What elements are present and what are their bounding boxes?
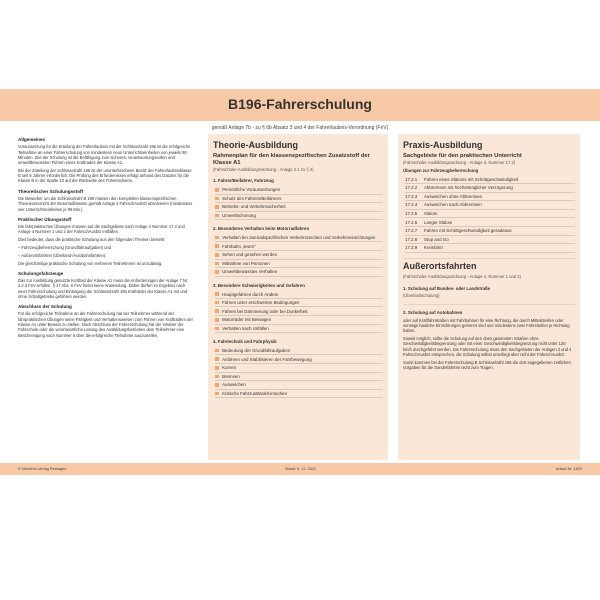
footer-date: Stand: 9. 12. 2021: [285, 467, 317, 471]
list-item: [215, 212, 383, 221]
exercise-row: [405, 193, 575, 202]
practice-panel: [398, 134, 580, 460]
section-paragraph: Die Bewerber um die Schlüsselzahl B 196 müssen den kompletten klassenspezifischen Theorieunterricht der Motorradklassen gemäß Anlage 2 FahrschAusbO absolvieren (mindestens vier Unterrichtseinheiten je 90 Min.).: [18, 195, 193, 212]
theory-section-title: 1. Fahrer/Beifahrer, Fahrzeug: [213, 178, 274, 184]
page-title: B196-Fahrerschulung: [228, 96, 372, 112]
list-item: [215, 234, 383, 243]
section-autobahn-text: [403, 318, 575, 371]
bullet-square-icon: [215, 197, 219, 201]
left-column: [18, 137, 195, 340]
exercise-label: Slalom: [424, 211, 438, 217]
practice-note: (Fahrschüler-Ausbildungsordnung - Anlage 3, Nummer 17.2): [403, 160, 516, 165]
list-item-label: Kritische Fahrzustände/Ursachen: [222, 390, 288, 396]
section-paragraph: Dies bedeutet, dass die praktische Schulung aus den folgenden Themen besteht:: [18, 237, 166, 243]
bullet-square-icon: [215, 214, 219, 218]
exercise-row: [405, 227, 575, 236]
exercise-number: 17.2.2: [405, 185, 418, 191]
section-paragraph: – Fahrzeugbeherrschung (Grundfahraufgaben) und: [18, 244, 112, 250]
theory-section-title: 4. Fahrtechnik und Fahrphysik: [213, 339, 277, 345]
exercise-label: Langer Slalom: [424, 219, 453, 225]
theory-heading: Theorie-Ausbildung: [213, 140, 298, 150]
list-item: [215, 242, 383, 251]
list-item: [215, 364, 383, 373]
exercise-row: [405, 184, 575, 193]
footer-publisher: © Verkehrs-Verlag Remagen: [18, 467, 67, 471]
theory-subheading: Rahmenplan für den klassenspezifischen Zusatzstoff der Klasse A1: [213, 153, 370, 166]
list-item: [215, 316, 383, 325]
outside-note: (Fahrschüler-Ausbildungsordnung - Anlage 4, Nummer 1 und 2): [403, 274, 522, 280]
list-item-label: Verhalten nach Unfällen: [222, 325, 269, 331]
bullet-square-icon: [215, 236, 219, 240]
section-heading: Praktischer Übungsstoff: [18, 216, 72, 222]
section-rural-note: (Überlandschulung): [403, 293, 440, 299]
theory-section-title: 2. Besonderes Verhalten beim Motorradfahren: [213, 226, 310, 232]
list-item: [215, 307, 383, 316]
list-item-label: Ausweichen: [222, 382, 246, 388]
bullet-square-icon: [215, 270, 219, 274]
bullet-square-icon: [215, 383, 219, 387]
bullet-square-icon: [215, 392, 219, 396]
list-item: [215, 373, 383, 382]
list-item-label: Schutz des Fahrers/Beifahrers: [222, 195, 282, 201]
list-item: [215, 299, 383, 308]
exercise-number: 17.2.1: [405, 176, 418, 182]
section-heading: Theoretischer Schulungsstoff: [18, 188, 84, 194]
bullet-square-icon: [215, 205, 219, 209]
section-paragraph: Das zur Ausbildung genutzte Kraftrad der Klasse A1 muss die Anforderungen der Anlage 7 Nr. 2.2.3 FeV erfüllen. § 17 Abs. 6 FeV findet keine Anwendung. Daher dürfen im Ergebnis nach einer Fahrerschulung und Eintragung der Schlüsselzahl 196 Krafträder der Klasse A1 mit und ohne Schaltgetriebe gefahren werden.: [18, 278, 189, 299]
section-paragraph: – Außerortsfahrten (Überland-/Autobahnfahrten).: [18, 252, 107, 258]
footer: [0, 466, 600, 473]
autobahn-paragraph: Soweit möglich, sollte die Schulung auf den oben genannten Straßen ohne Geschwindigkeitsbegrenzung oder mit einer Geschwindigkeitsbegrenzung nicht unter 120 km/h durchgeführt werden. Die Fahrerschulung muss den Sachgebieten der Anlagen 3 und 4 FahrschAusbO entsprechen, die Schulung selbst unterliegt aber nicht der FahrschAusbO.: [403, 336, 572, 358]
exercise-label: Abbremsen mit höchstmöglicher Verzögerung: [424, 185, 513, 191]
list-item: [215, 347, 383, 356]
divider: [403, 258, 575, 259]
bullet-square-icon: [215, 244, 219, 248]
list-item: [215, 251, 383, 260]
list-item: [215, 186, 383, 195]
outside-heading: Außerortsfahrten: [403, 261, 477, 272]
list-item: [215, 195, 383, 204]
bullet-square-icon: [215, 253, 219, 257]
bullet-square-icon: [215, 262, 219, 266]
bullet-square-icon: [215, 309, 219, 313]
section-heading: Schulungsfahrzeuge: [18, 270, 64, 276]
list-item-label: Persönliche Voraussetzungen: [222, 187, 281, 193]
exercise-number: 17.2.7: [405, 228, 418, 234]
bullet-square-icon: [215, 292, 219, 296]
divider: [403, 304, 575, 305]
bullet-square-icon: [215, 357, 219, 361]
list-item-label: Sehen und gesehen werden: [222, 252, 278, 258]
list-item: [215, 290, 383, 299]
list-item: [215, 325, 383, 334]
practice-subheading: Sachgebiete für den praktischen Unterricht: [403, 153, 522, 159]
bullet-square-icon: [215, 188, 219, 192]
exercise-number: 17.2.8: [405, 236, 418, 242]
section-paragraph: Für die erfolgreiche Teilnahme an der Fahrerschulung hat der Teilnehmer während der fahrpraktischen Übungen seine Fähigkeit und Verhaltensweisen zum Führen von Krafträdern der Klasse A1 unter Beweis zu stellen. Nach Abschluss der Fahrerschulung hat der Inhaber der Fahrschule oder die verantwortliche Leitung des Ausbildungsbetriebes dem Teilnehmer eine Bescheinigung nach Nummer 6 über die erfolgreiche Teilnahme auszustellen.: [18, 311, 193, 338]
exercise-label: Ausweichen ohne Abbremsen: [424, 193, 483, 199]
exercise-row: [405, 175, 575, 184]
exercise-label: Stop and Go: [424, 236, 449, 242]
theory-note: (Fahrschüler-Ausbildungsordnung - Anlage 2.1 zu § 4): [213, 167, 314, 172]
bullet-square-icon: [215, 327, 219, 331]
theory-panel: [208, 134, 388, 460]
exercise-row: [405, 236, 575, 245]
section-heading: Abschluss der Schulung: [18, 304, 72, 310]
exercise-row: [405, 201, 575, 210]
autobahn-paragraph: oder auf Kraftfahrstraßen mit Fahrbahnen für eine Richtung, die durch Mittelstreifen oder sonstige bauliche Einrichtungen getrennt sind und mindestens zwei Fahrstreifen je Richtung haben.: [403, 317, 570, 334]
exercise-label: Ausweichen nach Abbremsen: [424, 202, 482, 208]
section-rural-title: 1. Schulung auf Bundes- oder Landstraße: [403, 285, 491, 291]
list-item-label: Betriebs- und Verkehrssicherheit: [222, 204, 286, 210]
exercise-row: [405, 210, 575, 219]
exercise-label: Kreisfahrt: [424, 245, 443, 251]
exercises-title: Übungen zur Fahrzeugbeherrschung: [403, 168, 479, 174]
page-subtitle: gemäß Anlage 7b - zu § 6b Absatz 3 und 4 der Fahrerlaubnis-Verordnung (FeV): [211, 125, 389, 131]
exercise-number: 17.2.9: [405, 245, 418, 251]
list-item: [215, 390, 383, 399]
exercise-row: [405, 218, 575, 227]
list-item-label: Fahren bei Dämmerung oder bei Dunkelheit: [222, 308, 308, 314]
theory-section-title: 3. Besondere Schwierigkeiten und Gefahren: [213, 282, 305, 288]
exercise-label: Fahren mit Schrittgeschwindigkeit geradeaus: [424, 228, 512, 234]
list-item-label: Verhalten bei zweiradspezifischen Verkehrszeichen und Verkehrseinrichtungen: [222, 235, 376, 241]
section-paragraph: Die gleichzeitige praktische Schulung von mehreren Teilnehmern ist unzulässig.: [18, 260, 163, 266]
list-item-label: Kurven: [222, 365, 237, 371]
list-item-label: Anfahren und Stabilisieren der Fahrbewegung: [222, 356, 312, 362]
bullet-square-icon: [215, 375, 219, 379]
footer-article: Artikel-Nr. 1829: [555, 467, 582, 471]
section-paragraph: Bei der Zuteilung der Schlüsselzahl 196 ist der ununterbrochene Besitz der Fahrerlaubnisklasse B seit 5 Jahren erforderlich. Die Prüfung des Erfordernisses erfolgt anhand des Datums für die Klasse B in der Spalte 10 auf der Rückseite des Führerscheins.: [18, 167, 192, 184]
list-item-label: Bremsen: [222, 373, 240, 379]
list-item: [215, 203, 383, 212]
exercise-list: [403, 175, 575, 252]
section-autobahn-title: 2. Schulung auf Autobahnen: [403, 310, 463, 316]
list-item-label: Fahren unter erschwerten Bedingungen: [222, 300, 300, 306]
exercise-number: 17.2.6: [405, 219, 418, 225]
list-item: [215, 260, 383, 269]
practice-heading: Praxis-Ausbildung: [403, 140, 483, 150]
list-item-label: Umweltschonung: [222, 212, 256, 218]
list-item-label: Mitnahme von Personen: [222, 260, 270, 266]
list-item-label: Motorräder mit Beiwagen: [222, 317, 272, 323]
section-paragraph: Die fahrpraktischen Übungen müssen auf die Sachgebiete nach Anlage 3 Nummer 17.2 und Anlage 4 Nummer 1 und 2 der FahrschAusbO entfallen.: [18, 224, 185, 235]
bullet-square-icon: [215, 366, 219, 370]
list-item-label: Hauptgefahren durch Andere: [222, 291, 279, 297]
bullet-square-icon: [215, 301, 219, 305]
bullet-square-icon: [215, 318, 219, 322]
list-item: [215, 268, 383, 277]
section-paragraph: Voraussetzung für die Erteilung der Fahrerlaubnis mit der Schlüsselzahl 196 ist die erfolgreiche Teilnahme an einer Fahrerschulung von mindestens neun Unterrichtseinheiten von jeweils 90 Minuten. Ziel der Schulung ist die Befähigung zum sicheren, verantwortungsvollen und umweltbewussten Führen eines Kraftrades der Klasse A1.: [18, 144, 191, 166]
exercise-row: [405, 244, 575, 253]
list-item: [215, 381, 383, 390]
autobahn-paragraph: Somit kommen bei der Fahrerschulung B Schlüsselzahl 196 die dort angegebenen zeitlichen Vorgaben für die Sonderfahrten nicht zum Tragen.: [403, 359, 571, 371]
bullet-square-icon: [215, 349, 219, 353]
list-item: [215, 355, 383, 364]
exercise-number: 17.2.3: [405, 193, 418, 199]
theory-sections: [213, 178, 383, 398]
list-item-label: Fahrbahn „lesen“: [222, 243, 256, 249]
list-item-label: Bedeutung der Grundfahraufgaben: [222, 348, 291, 354]
section-heading: Allgemeines: [18, 137, 46, 142]
exercise-number: 17.2.4: [405, 202, 418, 208]
exercise-label: Fahren eines Slaloms mit Schrittgeschwindigkeit: [424, 176, 519, 182]
exercise-number: 17.2.5: [405, 211, 418, 217]
list-item-label: Umweltbewusstes Verhalten: [222, 269, 278, 275]
